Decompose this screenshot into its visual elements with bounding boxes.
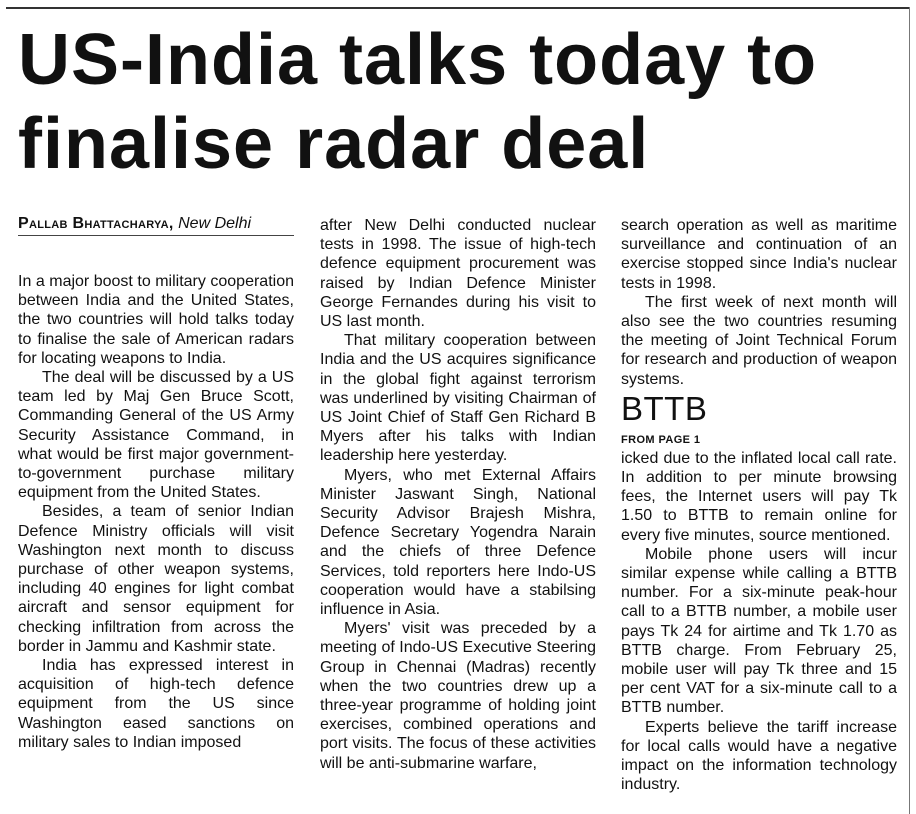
paragraph: In a major boost to military cooperation between India and the United States, the two countries will hold talks today to finalise the sale of American radars for locating weapons to India. (18, 273, 294, 367)
paragraph: search operation as well as maritime surveillance and continuation of an exercise stopped since India's nuclear tests in 1998. (621, 217, 897, 292)
paragraph: That military cooperation between India and the US acquires significance in the global fight against terrorism was underlined by visiting Chairman of US Joint Chief of Staff Gen Richard B Myers after his talks with Indian leadership here yesterday. (320, 332, 596, 465)
paragraph: Mobile phone users will incur similar expense while calling a BTTB number. For a six-minute peak-hour call to a BTTB number, a mobile user pays Tk 24 for airtime and Tk 1.70 as BTTB charge. From February 25, mobile user will pay Tk three and 15 per cent VAT for a six-minute call to a BTTB number. (621, 545, 897, 717)
right-rule (909, 7, 910, 814)
paragraph: after New Delhi conducted nuclear tests in 1998. The issue of high-tech defence equipment procurement was raised by Indian Defence Minister George Fernandes during his visit to US last month. (320, 217, 596, 331)
headline: US-India talks today to finalise radar deal (18, 20, 818, 184)
byline-place: New Delhi (178, 215, 252, 232)
paragraph: The first week of next month will also see the two countries resuming the meeting of Joint Technical Forum for research and production of weapon systems. (621, 293, 897, 388)
paragraph: icked due to the inflated local call rate. In addition to per minute browsing fees, the Internet users will pay Tk 1.50 to BTTB to remain online for every five minutes, source mentioned. (621, 449, 897, 544)
bttb-heading: BTTB (621, 389, 708, 427)
column-1 (18, 214, 294, 752)
paragraph: Myers, who met External Affairs Minister Jaswant Singh, National Security Advisor Brajesh Mishra, Defence Secretary Yogendra Narain and the chiefs of three Defence Services, told reporters here Indo-US cooperation would have a stabilsing influence in Asia. (320, 466, 596, 619)
top-rule (6, 7, 910, 9)
from-page-label: FROM PAGE 1 (621, 433, 701, 446)
column-3 (621, 216, 897, 794)
paragraph: The deal will be discussed by a US team led by Maj Gen Bruce Scott, Commanding General of the US Army Security Assistance Command, in what would be first major government-to-government purchase military equipment from the United States. (18, 369, 294, 502)
paragraph: Besides, a team of senior Indian Defence Ministry officials will visit Washington next month to discuss purchase of other weapon systems, including 40 engines for light combat aircraft and sensor equipment for checking infiltration from across the border in Jammu and Kashmir state. (18, 503, 294, 655)
paragraph: India has expressed interest in acquisition of high-tech defence equipment from the US since Washington eased sanctions on military sales to Indian imposed (18, 657, 294, 751)
column-2 (320, 216, 596, 773)
byline (18, 214, 294, 236)
paragraph: Experts believe the tariff increase for local calls would have a negative impact on the information technology industry. (621, 718, 897, 794)
byline-name: Pallab Bhattacharya, (18, 215, 174, 232)
paragraph: Myers' visit was preceded by a meeting of Indo-US Executive Steering Group in Chennai (Madras) recently when the two countries drew up a three-year programme of holding joint exercises, combined operations and port visits. The focus of these activities will be anti-submarine warfare, (320, 620, 596, 772)
